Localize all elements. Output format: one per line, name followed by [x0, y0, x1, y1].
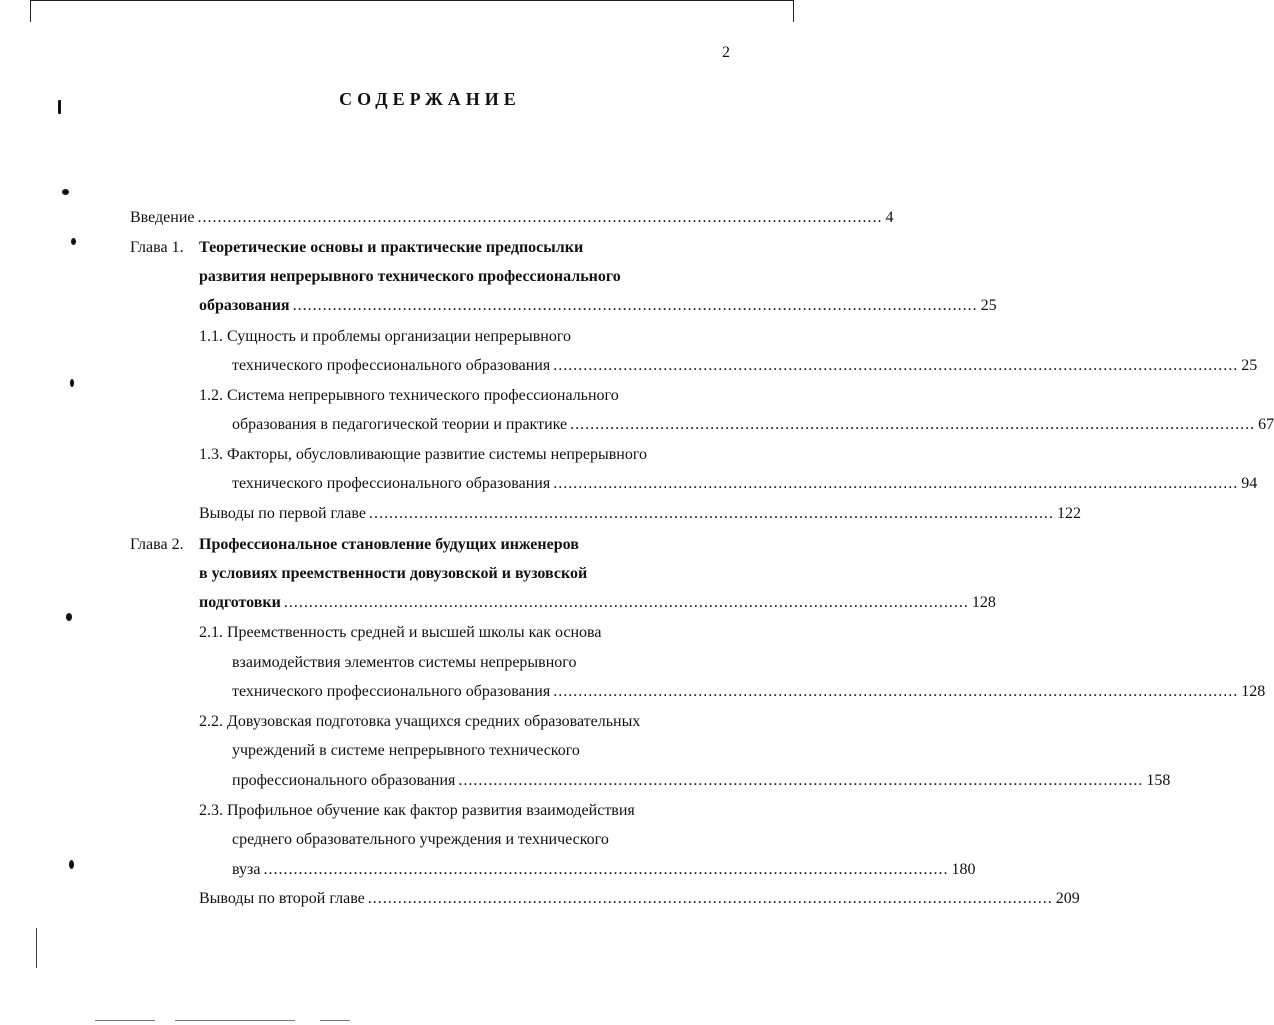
dot-leader: ......................................................................................................................................... [553, 357, 1239, 374]
dot-leader: ......................................................................................................................................... [292, 297, 978, 314]
section-title-line[interactable]: учреждений в системе непрерывного технического [232, 742, 580, 759]
chapter-title-line[interactable]: Профессиональное становление будущих инженеров [199, 536, 579, 553]
chapter-label: Глава 2. [130, 536, 184, 553]
dot-leader: ......................................................................................................................................... [263, 861, 949, 878]
toc-entry-intro[interactable] [130, 208, 894, 228]
dot-leader: ......................................................................................................................................... [570, 416, 1256, 433]
scan-speck [70, 379, 74, 387]
section-title-line[interactable]: взаимодействия элементов системы непрерывного [232, 654, 577, 671]
scan-bottom-mark [95, 1020, 155, 1021]
chapter-title-line: образования [199, 297, 290, 314]
toc-entry-text: Выводы по первой главе [199, 505, 366, 522]
dot-leader: ......................................................................................................................................... [197, 209, 883, 226]
toc-page-number: 25 [1241, 357, 1258, 374]
section-title-line[interactable]: 1.3. Факторы, обусловливающие развитие системы непрерывного [199, 446, 648, 463]
toc-entry-section-1-1[interactable] [232, 356, 1258, 376]
toc-entry-conclusion-2[interactable] [199, 889, 1080, 909]
chapter-title-line[interactable]: в условиях преемственности довузовской и вузовской [199, 565, 588, 582]
toc-entry-section-1-3[interactable] [232, 474, 1258, 494]
section-title-line: технического профессионального образования [232, 683, 551, 700]
scan-speck [71, 238, 76, 245]
section-title-line[interactable]: 1.2. Система непрерывного технического профессионального [199, 387, 619, 404]
toc-entry-section-2-2[interactable] [232, 771, 1171, 791]
section-title-line[interactable]: среднего образовательного учреждения и технического [232, 831, 609, 848]
toc-entry-chapter-2[interactable] [199, 593, 996, 613]
chapter-title-line: подготовки [199, 594, 281, 611]
toc-entry-section-1-2[interactable] [232, 415, 1274, 435]
scan-border-top [30, 0, 794, 1]
toc-page-number: 180 [951, 861, 976, 878]
scan-speck [69, 860, 74, 869]
page-number: 2 [722, 44, 730, 61]
section-title-line: образования в педагогической теории и практике [232, 416, 568, 433]
toc-page-number: 122 [1056, 505, 1081, 522]
scan-bottom-mark [175, 1020, 295, 1021]
section-title-line[interactable]: 2.2. Довузовская подготовка учащихся средних образовательных [199, 713, 641, 730]
toc-entry-chapter-1[interactable] [199, 296, 997, 316]
toc-page-number: 209 [1055, 890, 1080, 907]
toc-page-number: 158 [1146, 772, 1171, 789]
toc-page-number: 128 [971, 594, 996, 611]
toc-entry-conclusion-1[interactable] [199, 504, 1081, 524]
toc-entry-text: Введение [130, 209, 195, 226]
scan-speck [62, 189, 69, 195]
chapter-title-line[interactable]: развития непрерывного технического профессионального [199, 268, 621, 285]
scan-speck [66, 613, 72, 621]
toc-page-number: 67 [1258, 416, 1274, 433]
scan-border-right [793, 0, 794, 22]
toc-page-number: 25 [980, 297, 997, 314]
dot-leader: ......................................................................................................................................... [553, 683, 1239, 700]
chapter-title-line[interactable]: Теоретические основы и практические предпосылки [199, 239, 584, 256]
toc-page-number: 4 [885, 209, 894, 226]
dot-leader: ......................................................................................................................................... [283, 594, 969, 611]
section-title-line[interactable]: 2.1. Преемственность средней и высшей школы как основа [199, 624, 602, 641]
section-title-line: профессионального образования [232, 772, 456, 789]
scan-bottom-mark [320, 1020, 350, 1021]
dot-leader: ......................................................................................................................................... [368, 505, 1054, 522]
toc-entry-section-2-1[interactable] [232, 682, 1266, 702]
toc-page-number: 128 [1241, 683, 1266, 700]
dot-leader: ......................................................................................................................................... [367, 890, 1053, 907]
page-title: СОДЕРЖАНИЕ [339, 89, 521, 109]
section-title-line: вуза [232, 861, 261, 878]
section-title-line[interactable]: 2.3. Профильное обучение как фактор развития взаимодействия [199, 802, 635, 819]
toc-entry-section-2-3[interactable] [232, 860, 976, 880]
scan-border-left [30, 0, 31, 22]
toc-entry-text: Выводы по второй главе [199, 890, 365, 907]
scan-margin-mark [36, 928, 37, 968]
chapter-label: Глава 1. [130, 239, 184, 256]
dot-leader: ......................................................................................................................................... [458, 772, 1144, 789]
section-title-line: технического профессионального образования [232, 357, 551, 374]
section-title-line: технического профессионального образования [232, 475, 551, 492]
toc-page-number: 94 [1241, 475, 1258, 492]
section-title-line[interactable]: 1.1. Сущность и проблемы организации непрерывного [199, 328, 572, 345]
dot-leader: ......................................................................................................................................... [553, 475, 1239, 492]
